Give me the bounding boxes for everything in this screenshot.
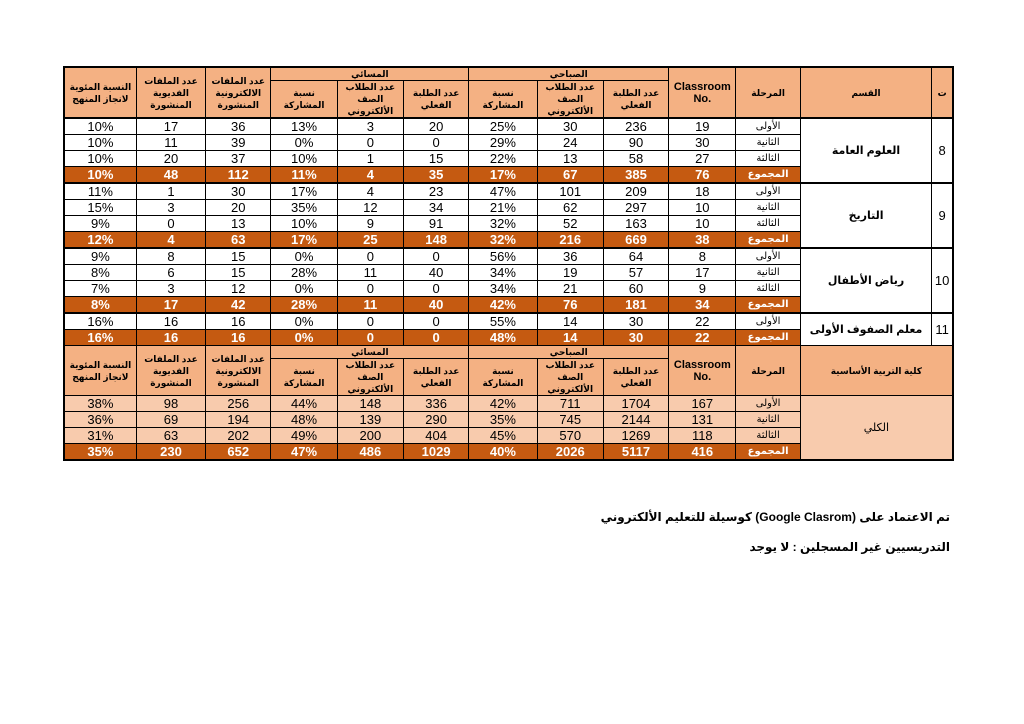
department-name: التاريخ — [800, 183, 932, 248]
classroom-cell: 34 — [669, 297, 736, 314]
electronic-files-cell: 12 — [206, 281, 271, 297]
evening-eclass-cell: 0 — [337, 330, 403, 346]
morning-participation-cell: 56% — [469, 248, 537, 265]
classroom-cell: 131 — [669, 412, 736, 428]
morning-eclass-cell: 101 — [537, 183, 603, 200]
video-files-cell: 17 — [136, 118, 205, 135]
header-actual-students-evening: عدد الطلبة الفعلي — [403, 81, 468, 119]
curriculum-pct-cell: 36% — [64, 412, 136, 428]
curriculum-pct-cell: 9% — [64, 248, 136, 265]
header-stage: المرحلة — [736, 346, 800, 396]
video-files-cell: 3 — [136, 200, 205, 216]
evening-participation-cell: 28% — [271, 297, 337, 314]
evening-participation-cell: 48% — [271, 412, 337, 428]
stage-cell: الثانية — [736, 265, 800, 281]
header-video-files: عدد الملفات الفديوية المنشورة — [136, 346, 205, 396]
evening-actual-cell: 290 — [403, 412, 468, 428]
morning-actual-cell: 297 — [603, 200, 668, 216]
overall-label: الكلي — [800, 396, 953, 461]
video-files-cell: 69 — [136, 412, 205, 428]
evening-actual-cell: 0 — [403, 281, 468, 297]
header-morning: الصباحي — [469, 67, 669, 81]
evening-actual-cell: 34 — [403, 200, 468, 216]
evening-eclass-cell: 25 — [337, 232, 403, 249]
evening-eclass-cell: 11 — [337, 297, 403, 314]
morning-actual-cell: 30 — [603, 330, 668, 346]
evening-participation-cell: 49% — [271, 428, 337, 444]
header-morning: الصباحي — [469, 346, 669, 359]
classroom-cell: 18 — [669, 183, 736, 200]
video-files-cell: 48 — [136, 167, 205, 184]
stage-cell: المجموع — [736, 444, 800, 461]
evening-participation-cell: 44% — [271, 396, 337, 412]
electronic-files-cell: 42 — [206, 297, 271, 314]
curriculum-pct-cell: 15% — [64, 200, 136, 216]
video-files-cell: 16 — [136, 330, 205, 346]
morning-participation-cell: 55% — [469, 313, 537, 330]
video-files-cell: 16 — [136, 313, 205, 330]
evening-participation-cell: 17% — [271, 183, 337, 200]
morning-eclass-cell: 19 — [537, 265, 603, 281]
evening-participation-cell: 13% — [271, 118, 337, 135]
classroom-cell: 8 — [669, 248, 736, 265]
stage-cell: الأولى — [736, 248, 800, 265]
video-files-cell: 17 — [136, 297, 205, 314]
video-files-cell: 230 — [136, 444, 205, 461]
video-files-cell: 0 — [136, 216, 205, 232]
evening-actual-cell: 40 — [403, 297, 468, 314]
header-eclass-students-evening: عدد الطلاب الصف الألكتروني — [337, 81, 403, 119]
header-participation-evening: نسبة المشاركة — [271, 81, 337, 119]
department-index: 9 — [932, 183, 953, 248]
morning-actual-cell: 90 — [603, 135, 668, 151]
evening-eclass-cell: 4 — [337, 183, 403, 200]
header-curriculum-pct: النسبة المئوية لانجاز المنهج — [64, 346, 136, 396]
evening-actual-cell: 20 — [403, 118, 468, 135]
morning-eclass-cell: 67 — [537, 167, 603, 184]
video-files-cell: 8 — [136, 248, 205, 265]
stage-cell: الثانية — [736, 200, 800, 216]
stage-cell: الأولى — [736, 396, 800, 412]
evening-actual-cell: 23 — [403, 183, 468, 200]
curriculum-pct-cell: 10% — [64, 151, 136, 167]
department-index: 11 — [932, 313, 953, 346]
classroom-cell: 30 — [669, 135, 736, 151]
classroom-cell: 9 — [669, 281, 736, 297]
curriculum-pct-cell: 16% — [64, 313, 136, 330]
evening-actual-cell: 1029 — [403, 444, 468, 461]
morning-participation-cell: 40% — [469, 444, 537, 461]
header-video-files: عدد الملفات الفديوية المنشورة — [136, 67, 205, 118]
electronic-files-cell: 652 — [206, 444, 271, 461]
evening-eclass-cell: 0 — [337, 313, 403, 330]
header-classroom: Classroom No. — [669, 67, 736, 118]
stage-cell: الأولى — [736, 118, 800, 135]
header-stage: المرحلة — [736, 67, 800, 118]
morning-actual-cell: 236 — [603, 118, 668, 135]
morning-eclass-cell: 14 — [537, 330, 603, 346]
electronic-files-cell: 15 — [206, 248, 271, 265]
evening-eclass-cell: 0 — [337, 135, 403, 151]
table-row — [64, 396, 953, 412]
header-actual-students-morning: عدد الطلبة الفعلي — [603, 359, 668, 396]
header-electronic-files: عدد الملفات الالكترونية المنشورة — [206, 346, 271, 396]
classroom-cell: 118 — [669, 428, 736, 444]
evening-eclass-cell: 0 — [337, 248, 403, 265]
morning-actual-cell: 1269 — [603, 428, 668, 444]
curriculum-pct-cell: 31% — [64, 428, 136, 444]
evening-participation-cell: 0% — [271, 281, 337, 297]
curriculum-pct-cell: 12% — [64, 232, 136, 249]
curriculum-pct-cell: 7% — [64, 281, 136, 297]
classroom-cell: 38 — [669, 232, 736, 249]
header-actual-students-evening: عدد الطلبة الفعلي — [403, 359, 468, 396]
electronic-files-cell: 63 — [206, 232, 271, 249]
curriculum-pct-cell: 38% — [64, 396, 136, 412]
unregistered-teachers-note: التدريسيين غير المسجلين : لا يوجد — [749, 540, 950, 554]
curriculum-pct-cell: 10% — [64, 135, 136, 151]
morning-actual-cell: 58 — [603, 151, 668, 167]
evening-participation-cell: 0% — [271, 135, 337, 151]
morning-participation-cell: 35% — [469, 412, 537, 428]
header-department: القسم — [800, 67, 932, 118]
evening-participation-cell: 10% — [271, 151, 337, 167]
stage-cell: المجموع — [736, 167, 800, 184]
department-name: رياض الأطفال — [800, 248, 932, 313]
morning-eclass-cell: 21 — [537, 281, 603, 297]
morning-eclass-cell: 36 — [537, 248, 603, 265]
morning-participation-cell: 22% — [469, 151, 537, 167]
header-row — [64, 346, 953, 359]
morning-participation-cell: 34% — [469, 281, 537, 297]
stage-cell: المجموع — [736, 297, 800, 314]
header-row — [64, 67, 953, 81]
curriculum-pct-cell: 35% — [64, 444, 136, 461]
table-row — [64, 183, 953, 200]
morning-participation-cell: 32% — [469, 216, 537, 232]
evening-actual-cell: 148 — [403, 232, 468, 249]
header-curriculum-pct: النسبة المئوية لانجاز المنهج — [64, 67, 136, 118]
morning-actual-cell: 60 — [603, 281, 668, 297]
evening-participation-cell: 11% — [271, 167, 337, 184]
evening-eclass-cell: 139 — [337, 412, 403, 428]
evening-eclass-cell: 1 — [337, 151, 403, 167]
electronic-files-cell: 15 — [206, 265, 271, 281]
electronic-files-cell: 13 — [206, 216, 271, 232]
electronic-files-cell: 37 — [206, 151, 271, 167]
morning-eclass-cell: 745 — [537, 412, 603, 428]
classroom-cell: 22 — [669, 330, 736, 346]
morning-eclass-cell: 711 — [537, 396, 603, 412]
curriculum-pct-cell: 8% — [64, 265, 136, 281]
evening-eclass-cell: 11 — [337, 265, 403, 281]
morning-actual-cell: 181 — [603, 297, 668, 314]
header-eclass-students-morning: عدد الطلاب الصف الألكتروني — [537, 81, 603, 119]
header-index: ت — [932, 67, 953, 118]
header-participation-evening: نسبة المشاركة — [271, 359, 337, 396]
morning-actual-cell: 385 — [603, 167, 668, 184]
classroom-cell: 10 — [669, 216, 736, 232]
electronic-files-cell: 30 — [206, 183, 271, 200]
evening-actual-cell: 336 — [403, 396, 468, 412]
video-files-cell: 6 — [136, 265, 205, 281]
classroom-cell: 19 — [669, 118, 736, 135]
evening-actual-cell: 35 — [403, 167, 468, 184]
evening-eclass-cell: 0 — [337, 281, 403, 297]
morning-participation-cell: 42% — [469, 297, 537, 314]
stage-cell: الثالثة — [736, 281, 800, 297]
morning-participation-cell: 21% — [469, 200, 537, 216]
morning-actual-cell: 163 — [603, 216, 668, 232]
electronic-files-cell: 36 — [206, 118, 271, 135]
stage-cell: المجموع — [736, 330, 800, 346]
morning-participation-cell: 45% — [469, 428, 537, 444]
department-name: العلوم العامة — [800, 118, 932, 183]
morning-eclass-cell: 570 — [537, 428, 603, 444]
electronic-files-cell: 256 — [206, 396, 271, 412]
morning-actual-cell: 669 — [603, 232, 668, 249]
morning-actual-cell: 5117 — [603, 444, 668, 461]
classroom-cell: 76 — [669, 167, 736, 184]
evening-participation-cell: 10% — [271, 216, 337, 232]
morning-actual-cell: 209 — [603, 183, 668, 200]
google-classroom-note: تم الاعتماد على (Google Clasrom) كوسيلة للتعليم الألكتروني — [600, 510, 950, 524]
evening-eclass-cell: 3 — [337, 118, 403, 135]
evening-eclass-cell: 9 — [337, 216, 403, 232]
video-files-cell: 3 — [136, 281, 205, 297]
electronic-files-cell: 112 — [206, 167, 271, 184]
header-actual-students-morning: عدد الطلبة الفعلي — [603, 81, 668, 119]
curriculum-pct-cell: 9% — [64, 216, 136, 232]
department-index: 8 — [932, 118, 953, 183]
evening-participation-cell: 0% — [271, 330, 337, 346]
morning-participation-cell: 17% — [469, 167, 537, 184]
evening-participation-cell: 28% — [271, 265, 337, 281]
evening-eclass-cell: 486 — [337, 444, 403, 461]
video-files-cell: 1 — [136, 183, 205, 200]
stage-cell: الثالثة — [736, 151, 800, 167]
evening-actual-cell: 0 — [403, 330, 468, 346]
evening-participation-cell: 47% — [271, 444, 337, 461]
header-participation-morning: نسبة المشاركة — [469, 81, 537, 119]
evening-actual-cell: 40 — [403, 265, 468, 281]
electronic-files-cell: 194 — [206, 412, 271, 428]
morning-participation-cell: 42% — [469, 396, 537, 412]
morning-eclass-cell: 62 — [537, 200, 603, 216]
stage-cell: الثانية — [736, 412, 800, 428]
evening-actual-cell: 404 — [403, 428, 468, 444]
classroom-cell: 27 — [669, 151, 736, 167]
morning-eclass-cell: 30 — [537, 118, 603, 135]
header-classroom: Classroom No. — [669, 346, 736, 396]
classroom-cell: 17 — [669, 265, 736, 281]
morning-eclass-cell: 52 — [537, 216, 603, 232]
morning-participation-cell: 34% — [469, 265, 537, 281]
electronic-files-cell: 20 — [206, 200, 271, 216]
evening-participation-cell: 35% — [271, 200, 337, 216]
classroom-cell: 167 — [669, 396, 736, 412]
header-eclass-students-evening: عدد الطلاب الصف الألكتروني — [337, 359, 403, 396]
evening-actual-cell: 0 — [403, 313, 468, 330]
evening-participation-cell: 0% — [271, 248, 337, 265]
electronic-files-cell: 16 — [206, 313, 271, 330]
evening-participation-cell: 17% — [271, 232, 337, 249]
evening-actual-cell: 15 — [403, 151, 468, 167]
morning-eclass-cell: 14 — [537, 313, 603, 330]
morning-actual-cell: 1704 — [603, 396, 668, 412]
evening-participation-cell: 0% — [271, 313, 337, 330]
morning-eclass-cell: 76 — [537, 297, 603, 314]
evening-actual-cell: 91 — [403, 216, 468, 232]
morning-actual-cell: 57 — [603, 265, 668, 281]
morning-eclass-cell: 2026 — [537, 444, 603, 461]
video-files-cell: 63 — [136, 428, 205, 444]
electronic-files-cell: 16 — [206, 330, 271, 346]
curriculum-pct-cell: 10% — [64, 118, 136, 135]
evening-eclass-cell: 200 — [337, 428, 403, 444]
stage-cell: المجموع — [736, 232, 800, 249]
morning-participation-cell: 48% — [469, 330, 537, 346]
header-eclass-students-morning: عدد الطلاب الصف الألكتروني — [537, 359, 603, 396]
evening-eclass-cell: 148 — [337, 396, 403, 412]
classroom-cell: 10 — [669, 200, 736, 216]
video-files-cell: 20 — [136, 151, 205, 167]
table-row — [64, 118, 953, 135]
classroom-cell: 416 — [669, 444, 736, 461]
college-title: كلية التربية الأساسية — [800, 346, 953, 396]
stage-cell: الثالثة — [736, 428, 800, 444]
morning-eclass-cell: 216 — [537, 232, 603, 249]
header-evening: المسائي — [271, 346, 469, 359]
morning-participation-cell: 29% — [469, 135, 537, 151]
morning-eclass-cell: 24 — [537, 135, 603, 151]
evening-eclass-cell: 4 — [337, 167, 403, 184]
morning-participation-cell: 25% — [469, 118, 537, 135]
morning-actual-cell: 30 — [603, 313, 668, 330]
curriculum-pct-cell: 11% — [64, 183, 136, 200]
stage-cell: الثالثة — [736, 216, 800, 232]
curriculum-pct-cell: 16% — [64, 330, 136, 346]
electronic-files-cell: 202 — [206, 428, 271, 444]
stage-cell: الأولى — [736, 313, 800, 330]
header-electronic-files: عدد الملفات الالكترونية المنشورة — [206, 67, 271, 118]
department-index: 10 — [932, 248, 953, 313]
table-row — [64, 248, 953, 265]
evening-actual-cell: 0 — [403, 135, 468, 151]
morning-actual-cell: 2144 — [603, 412, 668, 428]
video-files-cell: 98 — [136, 396, 205, 412]
department-name: معلم الصفوف الأولى — [800, 313, 932, 346]
stage-cell: الثانية — [736, 135, 800, 151]
morning-participation-cell: 47% — [469, 183, 537, 200]
morning-eclass-cell: 13 — [537, 151, 603, 167]
header-participation-morning: نسبة المشاركة — [469, 359, 537, 396]
video-files-cell: 11 — [136, 135, 205, 151]
morning-participation-cell: 32% — [469, 232, 537, 249]
table-row — [64, 313, 953, 330]
evening-actual-cell: 0 — [403, 248, 468, 265]
curriculum-pct-cell: 8% — [64, 297, 136, 314]
stage-cell: الأولى — [736, 183, 800, 200]
header-evening: المسائي — [271, 67, 469, 81]
classroom-cell: 22 — [669, 313, 736, 330]
video-files-cell: 4 — [136, 232, 205, 249]
evening-eclass-cell: 12 — [337, 200, 403, 216]
curriculum-pct-cell: 10% — [64, 167, 136, 184]
electronic-files-cell: 39 — [206, 135, 271, 151]
morning-actual-cell: 64 — [603, 248, 668, 265]
statistics-table — [63, 66, 954, 461]
